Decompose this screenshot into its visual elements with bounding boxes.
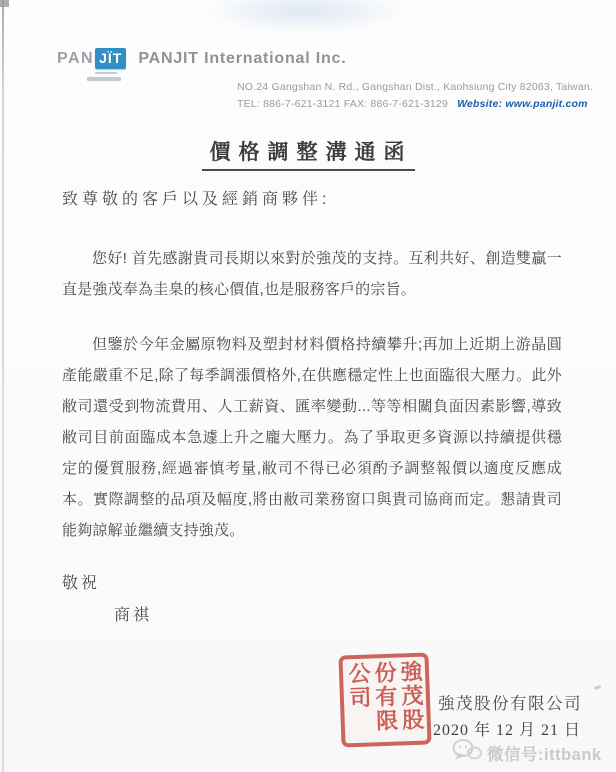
scan-smudge-artifact xyxy=(200,0,410,34)
letterhead-contact-block xyxy=(237,79,593,113)
panjit-logo xyxy=(57,48,126,81)
salutation: 致尊敬的客戶以及經銷商夥伴: xyxy=(62,191,331,208)
watermark xyxy=(452,738,602,767)
closing-wish: 商祺 xyxy=(114,607,153,624)
company-seal xyxy=(338,652,431,747)
closing-respect: 敬祝 xyxy=(62,575,101,592)
letter-body xyxy=(62,186,562,625)
signature-date: 2020 年 12 月 21 日 xyxy=(433,722,582,739)
paragraph-2: 但鑒於今年金屬原物料及塑封材料價格持續攀升;再加上近期上游晶圓產能嚴重不足,除了每季調漲價格外,在供應穩定性上也面臨很大壓力。此外敝司還受到物流費用、人工薪資、匯率變動...等等相關負面因素影響,導致敝司目前面臨成本急遽上升之龐大壓力。為了爭取更多資源以持續提供穩定的優質服務,經過審慎考量,敝司不得已必須酌予調整報價以適度反應成本。實際調整的品項及幅度,將由敝司業務窗口與貴司協商而定。懇請貴司能夠諒解並繼續支持強茂。 xyxy=(62,336,562,539)
address-line: NO.24 Gangshan N. Rd., Gangshan Dist., Kaohsiung City 82063, Taiwan. xyxy=(237,81,594,93)
tel-fax-line: TEL: 886-7-621-3121 FAX: 886-7-621-3129 xyxy=(237,98,448,110)
signature-company-name: 強茂股份有限公司 xyxy=(438,695,582,713)
scan-edge-artifact xyxy=(2,0,4,772)
scan-noise-artifact xyxy=(594,685,602,690)
scan-corner-artifact xyxy=(0,0,9,7)
paragraph-1: 您好! 首先感謝貴司長期以來對於強茂的支持。互利共好、創造雙贏一直是強茂奉為圭臬的核心價值,也是服務客戶的宗旨。 xyxy=(62,250,562,298)
wechat-icon xyxy=(452,738,482,767)
logo-underline-bar xyxy=(87,77,121,81)
letter-title: 價格調整溝通函 xyxy=(202,136,415,171)
website-link: Website: www.panjit.com xyxy=(457,98,588,110)
logo-text-jit: JÏT xyxy=(95,48,126,69)
seal-text: 強茂股份有限公司 xyxy=(345,659,426,734)
logo-text-pan: PAN xyxy=(57,49,95,67)
letterhead xyxy=(57,48,347,81)
company-brand-name: PANJIT International Inc. xyxy=(138,50,347,67)
logo-tagline-smudge xyxy=(95,72,117,74)
watermark-label: 微信号:ittbank xyxy=(487,745,602,764)
